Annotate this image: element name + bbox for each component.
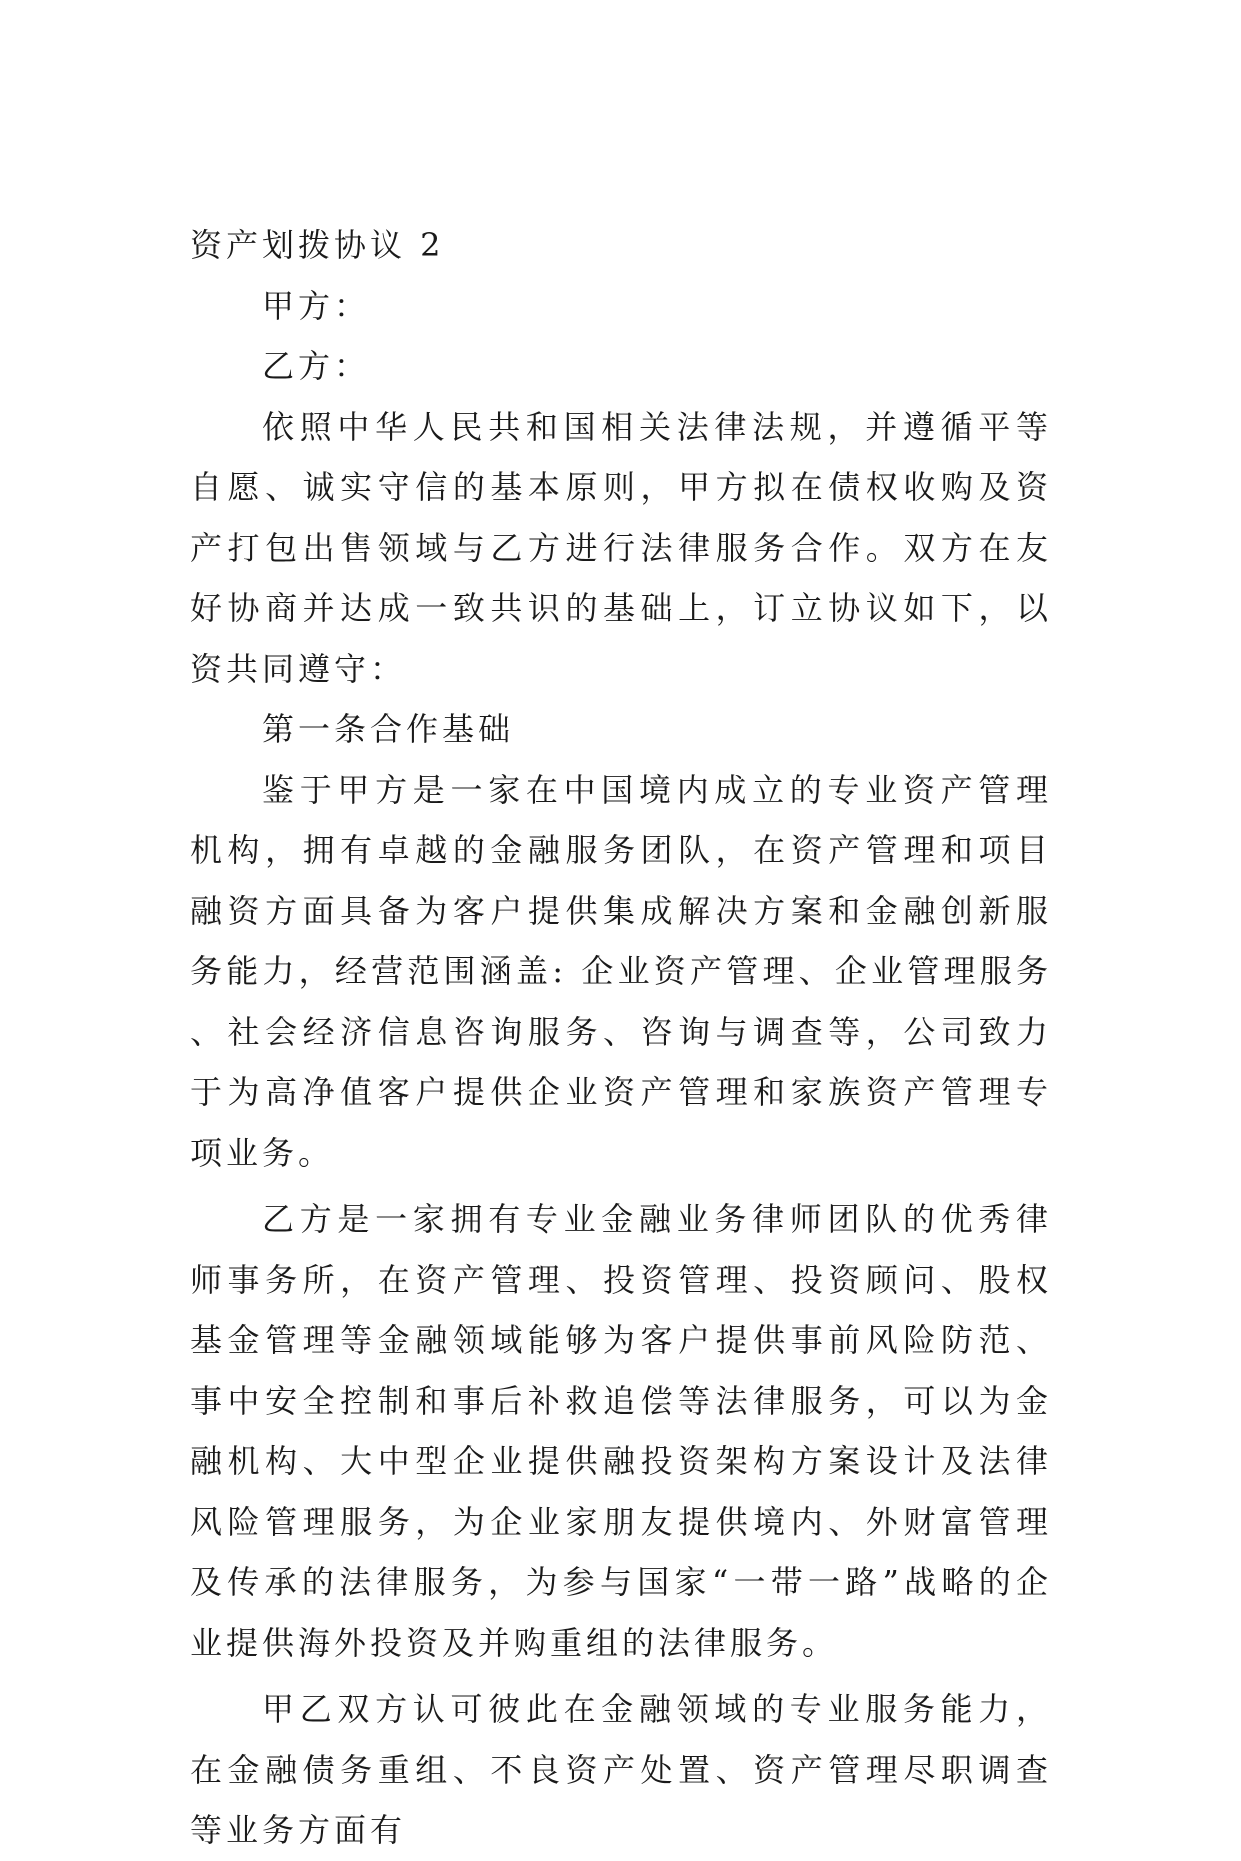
mutual-recognition-paragraph: 甲乙双方认可彼此在金融领域的专业服务能力，在金融债务重组、不良资产处置、资产管理尽职调查等业务方面有 [190, 1690, 1052, 1849]
party-a-description: 鉴于甲方是一家在中国境内成立的专业资产管理机构，拥有卓越的金融服务团队，在资产管理和项目融资方面具备为客户提供集成解决方案和金融创新服务能力，经营范围涵盖: 企业资产管理、企业管理服务、社会经济信息咨询服务、咨询与调查等，公司致力于为高净值客户提供企业资产管理和家族资产管理专项业务。 [190, 770, 1052, 1172]
document-body [190, 215, 1052, 1861]
article-heading: 第一条合作基础 [262, 710, 515, 748]
party-b-line: 乙方： [262, 347, 371, 385]
party-a-line: 甲方： [262, 286, 371, 325]
document-title: 资产划拨协议 2 [190, 226, 445, 264]
preamble-paragraph: 依照中华人民共和国相关法律法规，并遵循平等自愿、诚实守信的基本原则，甲方拟在债权收购及资产打包出售领域与乙方进行法律服务合作。双方在友好协商并达成一致共识的基础上，订立协议如下，以资共同遵守： [190, 407, 1052, 688]
party-b-description: 乙方是一家拥有专业金融业务律师团队的优秀律师事务所，在资产管理、投资管理、投资顾问、股权基金管理等金融领域能够为客户提供事前风险防范、事中安全控制和事后补救追偿等法律服务，可以为金融机构、大中型企业提供融投资架构方案设计及法律风险管理服务，为企业家朋友提供境内、外财富管理及传承的法律服务，为参与国家“一带一路”战略的企业提供海外投资及并购重组的法律服务。 [190, 1200, 1052, 1662]
